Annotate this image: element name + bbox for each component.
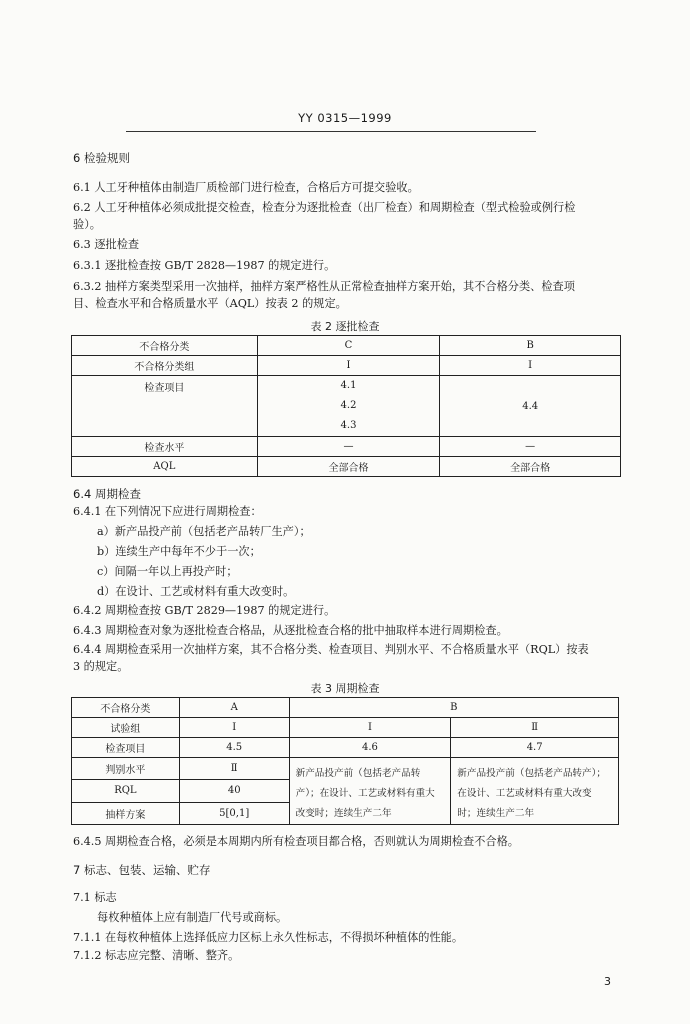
list-item-d: d）在设计、工艺或材料有重大改变时。 [97,585,295,598]
table-cell: 4.5 [179,738,289,758]
table-note-cell [451,758,619,825]
note-line: 新产品投产前（包括老产品转 [295,768,421,779]
table-cell: 检查水平 [72,437,258,457]
table-cell: 不合格分类 [72,336,258,356]
table-cell [257,376,440,437]
table3-caption: 表 3 周期检查 [310,682,380,695]
table-cell: B [440,336,621,356]
table-cell: AQL [72,457,258,477]
table-cell: 不合格分类组 [72,356,258,376]
table-row [72,758,619,780]
clause-7-1-2: 7.1.2 标志应完整、清晰、整齐。 [73,949,240,962]
table-row [72,336,621,356]
table-cell: 40 [179,780,289,802]
table-cell: C [257,336,440,356]
table-cell: B [289,698,618,718]
clause-6-1: 6.1 人工牙种植体由制造厂质检部门进行检查，合格后方可提交验收。 [73,181,419,194]
clause-6-4-4-line1: 6.4.4 周期检查采用一次抽样方案，其不合格分类、检查项目、判别水平、不合格质量水平（RQL）按表 [73,643,589,656]
table-row [72,437,621,457]
standard-header: YY 0315—1999 [298,111,392,125]
section-6-title: 6 检验规则 [73,151,130,165]
table2-lot-inspection [71,335,621,477]
table-cell: 不合格分类 [72,698,180,718]
table-row [72,356,621,376]
header-rule [126,131,536,132]
clause-6-3-2-line1: 6.3.2 抽样方案类型采用一次抽样，抽样方案严格性从正常检查抽样方案开始，其不合格分类、检查项 [73,280,575,293]
table-row [72,376,621,437]
clause-7-1: 7.1 标志 [73,891,117,904]
table3-periodic-inspection [71,697,619,825]
table-row [72,457,621,477]
table-cell: 4.7 [451,738,619,758]
table-cell-line: 4.3 [340,420,357,431]
table-cell: 检查项目 [72,376,258,437]
table-cell-line: 4.2 [340,400,357,411]
note-line: 产）；在设计、工艺或材料有重大 [295,788,435,799]
list-item-a: a）新产品投产前（包括老产品转厂生产）； [97,525,311,538]
clause-6-4-2: 6.4.2 周期检查按 GB/T 2829—1987 的规定进行。 [73,604,336,617]
table-cell: 试验组 [72,718,180,738]
clause-6-3-1: 6.3.1 逐批检查按 GB/T 2828—1987 的规定进行。 [73,259,336,272]
table-cell: 4.4 [440,376,621,437]
table-cell: A [179,698,289,718]
table-cell: RQL [72,780,180,802]
clause-6-3-2-line2: 目、检查水平和合格质量水平（AQL）按表 2 的规定。 [73,297,347,310]
clause-6-4-4-line2: 3 的规定。 [73,660,129,673]
table-note-cell [289,758,451,825]
table-cell: Ⅰ [257,356,440,376]
table-cell: — [257,437,440,457]
note-line: 新产品投产前（包括老产品转产）； [457,768,606,779]
clause-6-3: 6.3 逐批检查 [73,238,140,251]
note-line: 在设计、工艺或材料有重大改变 [457,788,592,799]
table-cell: 5[0,1] [179,802,289,824]
table-cell: Ⅱ [179,758,289,780]
table-cell: 全部合格 [440,457,621,477]
clause-6-4-5: 6.4.5 周期检查合格，必须是本周期内所有检查项目都合格，否则就认为周期检查不合格。 [73,835,519,848]
list-item-c: c）间隔一年以上再投产时； [97,565,238,578]
table-row [72,738,619,758]
note-line: 时；连续生产二年 [457,808,535,819]
clause-6-4-1: 6.4.1 在下列情况下应进行周期检查： [73,505,262,518]
table-cell: Ⅱ [451,718,619,738]
table-cell: Ⅰ [289,718,451,738]
table2-caption: 表 2 逐批检查 [310,320,380,333]
table-cell: Ⅰ [440,356,621,376]
table-cell-line: 4.1 [340,380,357,391]
table-cell: 抽样方案 [72,802,180,824]
table-cell: 检查项目 [72,738,180,758]
clause-7-1-1: 7.1.1 在每枚种植体上选择低应力区标上永久性标志，不得损坏种植体的性能。 [73,931,464,944]
table-cell: 4.6 [289,738,451,758]
table-row [72,718,619,738]
table-cell: 判别水平 [72,758,180,780]
section-7-title: 7 标志、包装、运输、贮存 [73,863,211,877]
clause-6-4-3: 6.4.3 周期检查对象为逐批检查合格品，从逐批检查合格的批中抽取样本进行周期检查。 [73,624,508,637]
list-item-b: b）连续生产中每年不少于一次； [97,545,261,558]
clause-6-2-line1: 6.2 人工牙种植体必须成批提交检查，检查分为逐批检查（出厂检查）和周期检查（型式检验或例行检 [73,201,576,214]
table-cell: 全部合格 [257,457,440,477]
clause-7-1-text: 每枚种植体上应有制造厂代号或商标。 [97,911,288,924]
table-cell: Ⅰ [179,718,289,738]
clause-6-2-line2: 验）。 [73,218,101,231]
note-line: 改变时；连续生产二年 [295,808,392,819]
page-number: 3 [604,975,611,988]
table-cell: — [440,437,621,457]
table-row [72,698,619,718]
clause-6-4: 6.4 周期检查 [73,487,141,501]
